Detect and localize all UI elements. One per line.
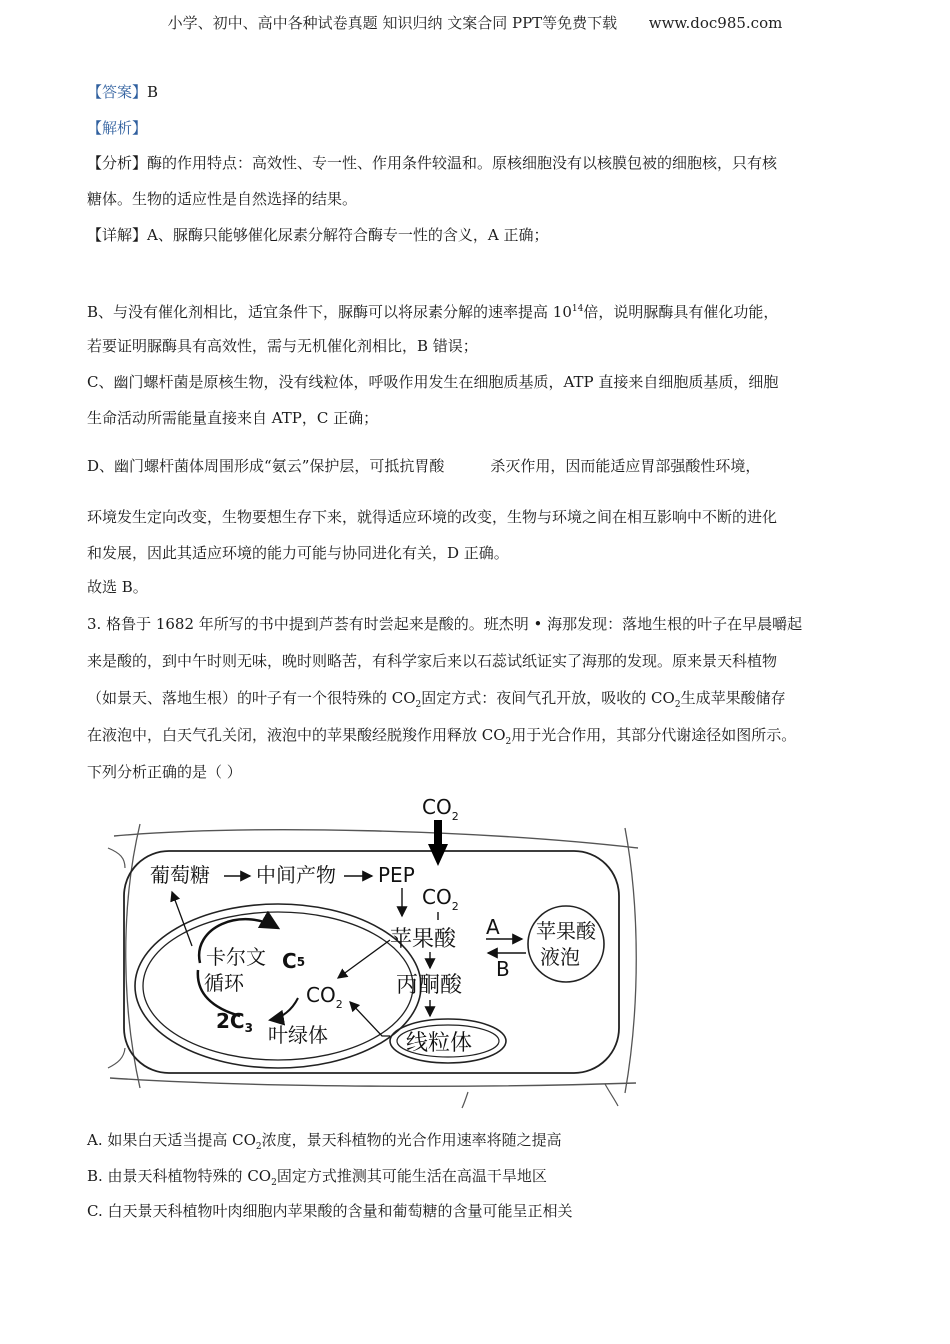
pep-label: PEP (378, 863, 415, 887)
co2-cytosol-label: $CO_2$ (422, 885, 459, 913)
c5-label: C5 (282, 949, 306, 973)
calvin-label-2: 循环 (204, 971, 244, 995)
arrow-b-label: B (496, 957, 510, 981)
option-a[interactable]: A. 如果白天适当提高 $CO_2$浓度，景天科植物的光合作用速率将随之提高 (87, 1131, 562, 1152)
xiangjie-tag: 【详解】 (87, 226, 148, 244)
xiangjie-b-1: B、与没有催化剂相比，适宜条件下，脲酶可以将尿素分解的速率提高 $10^{14}$倍，说明脲酶具有催化功能， (87, 303, 779, 321)
glucose-label: 葡萄糖 (150, 863, 210, 887)
mitochondrion-label: 线粒体 (406, 1031, 473, 1056)
page-header (0, 12, 950, 33)
vacuole-label-2: 液泡 (540, 945, 580, 969)
answer-value: B (147, 83, 159, 101)
analysis-tag: 【解析】 (87, 119, 148, 137)
cell-wall-outer (114, 830, 638, 848)
header-url[interactable]: www.doc985.com (648, 14, 783, 32)
xiangjie-d-3: 和发展，因此其适应环境的能力可能与协同进化有关，D 正确。 (87, 544, 509, 562)
cam-pathway-diagram (100, 788, 645, 1110)
co2-uptake-arrow (428, 844, 448, 866)
fenxi-line-1: 【分析】酶的作用特点：高效性、专一性、作用条件较温和。原核细胞没有以核膜包被的细胞核，只有核 (87, 154, 778, 172)
option-c[interactable]: C. 白天景天科植物叶肉细胞内苹果酸的含量和葡萄糖的含量可能呈正相关 (87, 1202, 573, 1220)
answer-tag: 【答案】 (87, 83, 148, 101)
chloroplast-label: 叶绿体 (268, 1023, 328, 1047)
vacuole-label-1: 苹果酸 (536, 919, 596, 943)
pyruvate-label: 丙酮酸 (396, 973, 463, 998)
co2-chloroplast-label: $CO_2$ (306, 983, 343, 1011)
xiangjie-a: 【详解】A、脲酶只能够催化尿素分解符合酶专一性的含义，A 正确； (87, 226, 549, 244)
malic-acid-label: 苹果酸 (390, 927, 457, 952)
c3-label: $2C_3$ (216, 1009, 253, 1035)
xiangjie-d-1: D、幽门螺杆菌体周围形成“氨云”保护层，可抵抗胃酸 杀灭作用，因而能适应胃部强酸性环境， (87, 457, 761, 475)
xiangjie-c-1: C、幽门螺杆菌是原核生物，没有线粒体，呼吸作用发生在细胞质基质，ATP 直接来自细胞质基质，细胞 (87, 373, 779, 391)
malic-acid-vacuole (528, 906, 604, 982)
intermediate-label: 中间产物 (256, 863, 336, 887)
q3-line-5: 下列分析正确的是（ ） (87, 763, 242, 781)
option-b[interactable]: B. 由景天科植物特殊的 $CO_2$固定方式推测其可能生活在高温干旱地区 (87, 1167, 547, 1188)
q3-line-1: 3. 格鲁于 1682 年所写的书中提到芦荟有时尝起来是酸的。班杰明 • 海那发现：落地生根的叶子在早晨嚼起 (87, 615, 803, 633)
calvin-label-1: 卡尔文 (206, 945, 266, 969)
arrow-a-label: A (486, 915, 500, 939)
q3-line-4: 在液泡中，白天气孔关闭，液泡中的苹果酸经脱羧作用释放 $CO_2$用于光合作用，其部分代谢途径如图所示。 (87, 726, 797, 747)
header-text: 小学、初中、高中各种试卷真题 知识归纳 文案合同 PPT等免费下载 (167, 14, 618, 32)
co2-atmosphere-label: $CO_2$ (422, 795, 459, 823)
q3-line-2: 来是酸的，到中午时则无味，晚时则略苦，有科学家后来以石蕊试纸证实了海那的发现。原来景天科植物 (87, 652, 778, 670)
xiangjie-conclusion: 故选 B。 (87, 578, 148, 596)
xiangjie-c-2: 生命活动所需能量直接来自 ATP，C 正确； (87, 409, 379, 427)
fenxi-line-2: 糖体。生物的适应性是自然选择的结果。 (87, 190, 358, 208)
fenxi-tag: 【分析】 (87, 154, 148, 172)
answer-line (87, 82, 158, 102)
xiangjie-d-2: 环境发生定向改变，生物要想生存下来，就得适应环境的改变，生物与环境之间在相互影响中不断的进化 (87, 508, 778, 526)
xiangjie-b-2: 若要证明脲酶具有高效性，需与无机催化剂相比，B 错误； (87, 337, 478, 355)
q3-line-3: （如景天、落地生根）的叶子有一个很特殊的 $CO_2$固定方式：夜间气孔开放，吸收的 $CO_2$生成苹果酸储存 (87, 689, 786, 710)
